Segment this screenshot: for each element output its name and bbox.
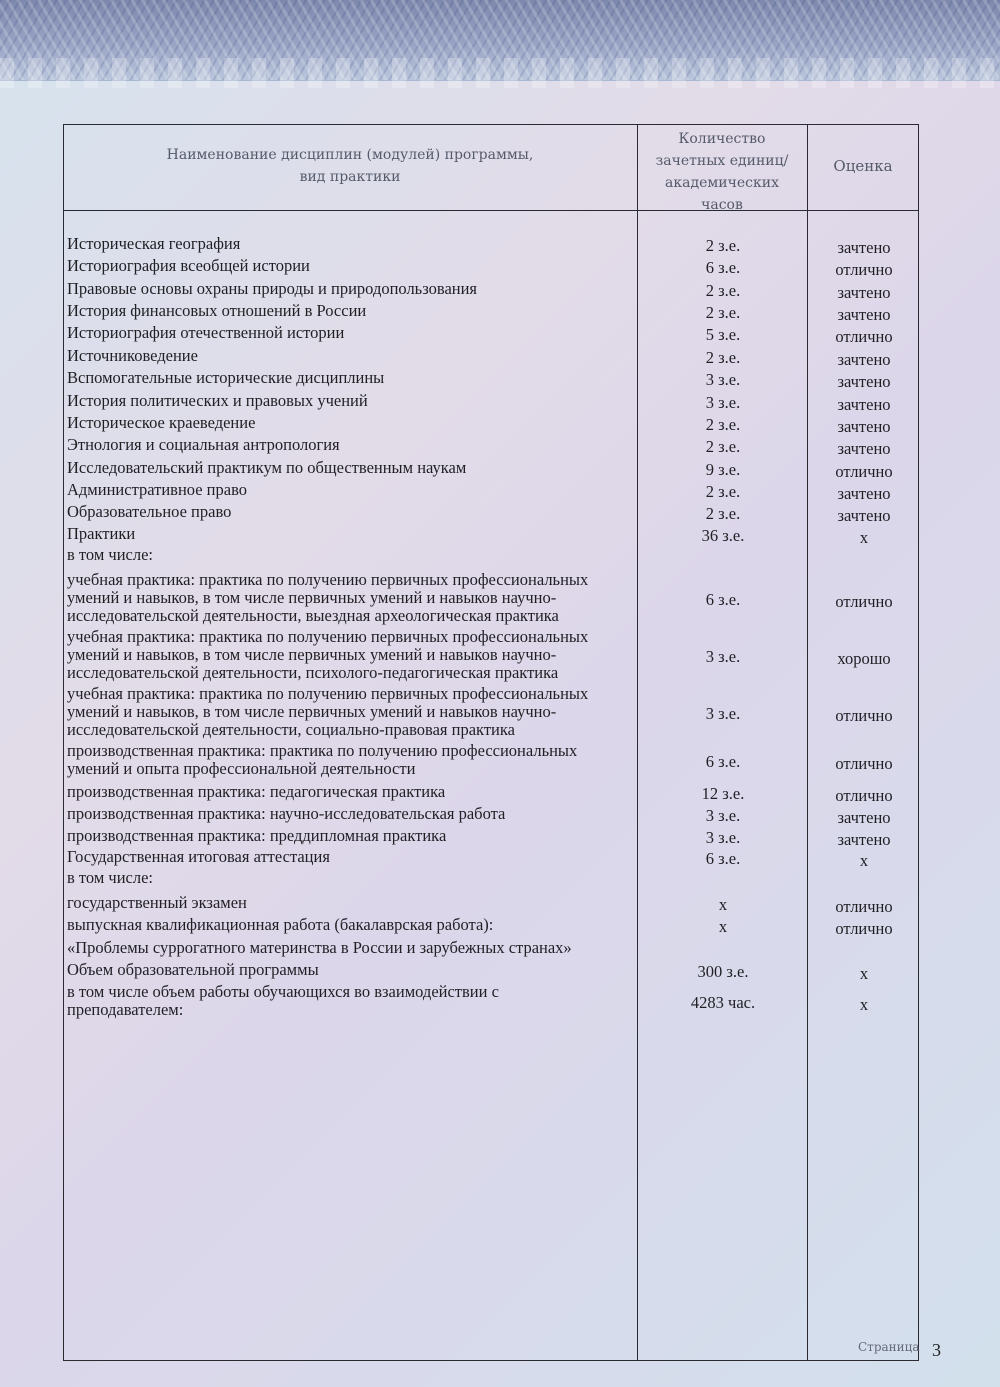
credits-value: 2 з.е. (705, 303, 741, 322)
discipline-name-line: исследовательской деятельности, психолого-педагогическая практика (67, 663, 559, 682)
grade-value: хорошо (837, 649, 891, 668)
security-pattern-fade (0, 58, 1000, 88)
discipline-name-line: преподавателем: (67, 1000, 184, 1019)
discipline-name (67, 369, 637, 387)
credits-value: 6 з.е. (705, 590, 741, 609)
discipline-name-line: умений и навыков, в том числе первичных умений и навыков научно- (67, 645, 557, 664)
discipline-name-line: Государственная итоговая аттестация (67, 847, 330, 866)
header-grade-label: Оценка (833, 157, 893, 175)
header-credits-line: часов (701, 197, 743, 213)
discipline-name-line: государственный экзамен (67, 893, 247, 912)
credits-value: 2 з.е. (705, 437, 741, 456)
discipline-name-line: Административное право (67, 480, 248, 499)
discipline-name (67, 939, 637, 957)
discipline-name (67, 235, 637, 253)
discipline-name (67, 525, 637, 543)
grade-value: отлично (835, 462, 893, 481)
discipline-name-line: Историография отечественной истории (67, 323, 345, 342)
discipline-name-line: Историография всеобщей истории (67, 256, 310, 275)
credits-value: 2 з.е. (705, 348, 741, 367)
discipline-name-line: производственная практика: педагогическая практика (67, 782, 446, 801)
discipline-name (67, 257, 637, 275)
discipline-name-line: Исследовательский практикум по общественным наукам (67, 458, 467, 477)
discipline-name-line: выпускная квалификационная работа (бакалаврская работа): (67, 915, 494, 934)
discipline-name-line: Образовательное право (67, 502, 232, 521)
credits-value: 6 з.е. (705, 752, 741, 771)
discipline-name-line: производственная практика: преддипломная практика (67, 826, 447, 845)
credits-value: 5 з.е. (705, 325, 741, 344)
grade-value: зачтено (837, 283, 891, 302)
grade-value: зачтено (837, 484, 891, 503)
credits-value: 3 з.е. (705, 828, 741, 847)
discipline-name (67, 916, 637, 934)
discipline-name (67, 459, 637, 477)
grade-value: зачтено (837, 830, 891, 849)
discipline-name-line: умений и опыта профессиональной деятельности (67, 759, 416, 778)
grade-value: х (859, 528, 869, 547)
grade-value: отлично (835, 706, 893, 725)
credits-value: 3 з.е. (705, 393, 741, 412)
credits-value: 2 з.е. (705, 281, 741, 300)
grade-value: зачтено (837, 808, 891, 827)
credits-value: 3 з.е. (705, 370, 741, 389)
discipline-name (67, 983, 637, 1019)
credits-value: х (718, 895, 728, 914)
discipline-name (67, 503, 637, 521)
page-number: 3 (932, 1340, 941, 1360)
discipline-name (67, 783, 637, 801)
header-credits-line: зачетных единиц/ (655, 153, 789, 169)
credits-value: 3 з.е. (705, 704, 741, 723)
discipline-name (67, 280, 637, 298)
discipline-name (67, 302, 637, 320)
grade-value: зачтено (837, 506, 891, 525)
discipline-name-line: в том числе объем работы обучающихся во взаимодействии с (67, 982, 499, 1001)
grade-value: зачтено (837, 439, 891, 458)
discipline-name (67, 571, 637, 625)
credits-value: 12 з.е. (701, 784, 745, 803)
grade-value: зачтено (837, 395, 891, 414)
header-credits-column (637, 128, 807, 216)
credits-value: 4283 час. (690, 993, 756, 1012)
discipline-name (67, 628, 637, 682)
discipline-name-line: Объем образовательной программы (67, 960, 319, 979)
grade-value: зачтено (837, 350, 891, 369)
discipline-name-line: Историческая география (67, 234, 241, 253)
grade-value: отлично (835, 327, 893, 346)
discipline-name (67, 392, 637, 410)
grade-value: отлично (835, 592, 893, 611)
discipline-name-line: Этнология и социальная антропология (67, 435, 340, 454)
grade-value: х (859, 851, 869, 870)
credits-value: 6 з.е. (705, 849, 741, 868)
discipline-name (67, 869, 637, 887)
discipline-name-line: Правовые основы охраны природы и природопользования (67, 279, 478, 298)
credits-value: 3 з.е. (705, 647, 741, 666)
grade-value: зачтено (837, 238, 891, 257)
discipline-name-line: учебная практика: практика по получению первичных профессиональных (67, 684, 589, 703)
grade-value: зачтено (837, 372, 891, 391)
discipline-name (67, 546, 637, 564)
discipline-name-line: исследовательской деятельности, выездная археологическая практика (67, 606, 559, 625)
discipline-name (67, 805, 637, 823)
discipline-name-line: учебная практика: практика по получению первичных профессиональных (67, 627, 589, 646)
page-label: Страница (858, 1340, 920, 1354)
discipline-name-line: Источниковедение (67, 346, 198, 365)
credits-value: х (718, 917, 728, 936)
column-divider-grade (807, 124, 808, 1361)
discipline-name (67, 436, 637, 454)
discipline-name (67, 324, 637, 342)
credits-value: 3 з.е. (705, 806, 741, 825)
grade-value: отлично (835, 260, 893, 279)
header-name-line: вид практики (299, 169, 401, 185)
grade-value: х (859, 995, 869, 1014)
discipline-name (67, 685, 637, 739)
discipline-name-line: Практики (67, 524, 136, 543)
discipline-name-line: Вспомогательные исторические дисциплины (67, 368, 385, 387)
discipline-name (67, 894, 637, 912)
discipline-name (67, 961, 637, 979)
discipline-name (67, 347, 637, 365)
discipline-name-line: исследовательской деятельности, социально-правовая практика (67, 720, 515, 739)
discipline-name-line: в том числе: (67, 868, 154, 887)
discipline-name (67, 481, 637, 499)
header-name-line: Наименование дисциплин (модулей) программы, (166, 147, 534, 163)
discipline-name (67, 414, 637, 432)
discipline-name-line: учебная практика: практика по получению первичных профессиональных (67, 570, 589, 589)
discipline-name-line: производственная практика: научно-исследовательская работа (67, 804, 506, 823)
credits-value: 2 з.е. (705, 504, 741, 523)
header-credits-line: Количество (678, 131, 766, 147)
discipline-name (67, 848, 637, 866)
credits-value: 2 з.е. (705, 482, 741, 501)
header-credits-line: академических (665, 175, 779, 191)
discipline-name-line: История политических и правовых учений (67, 391, 368, 410)
credits-value: 300 з.е. (697, 962, 749, 981)
grade-value: зачтено (837, 305, 891, 324)
discipline-name-line: в том числе: (67, 545, 154, 564)
discipline-name-line: умений и навыков, в том числе первичных умений и навыков научно- (67, 702, 557, 721)
discipline-name-line: Историческое краеведение (67, 413, 256, 432)
column-divider-credits (637, 124, 638, 1361)
grade-value: отлично (835, 754, 893, 773)
credits-value: 2 з.е. (705, 236, 741, 255)
discipline-name-line: «Проблемы суррогатного материнства в России и зарубежных странах» (67, 938, 572, 957)
discipline-name-line: умений и навыков, в том числе первичных умений и навыков научно- (67, 588, 557, 607)
grade-value: зачтено (837, 417, 891, 436)
credits-value: 2 з.е. (705, 415, 741, 434)
header-name-column (63, 144, 637, 188)
credits-value: 36 з.е. (701, 526, 745, 545)
discipline-name-line: История финансовых отношений в России (67, 301, 367, 320)
header-grade-column (807, 155, 919, 177)
discipline-name (67, 827, 637, 845)
discipline-name-line: производственная практика: практика по получению профессиональных (67, 741, 578, 760)
credits-value: 6 з.е. (705, 258, 741, 277)
grade-value: отлично (835, 919, 893, 938)
credits-value: 9 з.е. (705, 460, 741, 479)
grade-value: отлично (835, 786, 893, 805)
discipline-name (67, 742, 637, 778)
grade-value: отлично (835, 897, 893, 916)
grade-value: х (859, 964, 869, 983)
